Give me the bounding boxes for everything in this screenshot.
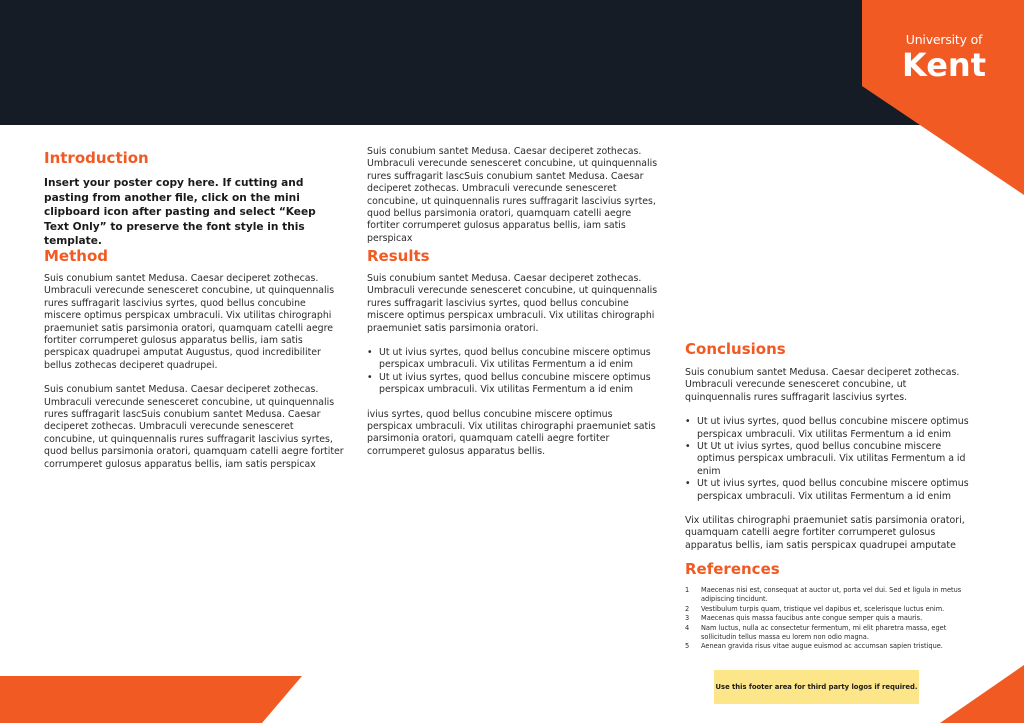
footer-logo-placeholder: Use this footer area for third party logos if required. [714,670,919,704]
column2-intro-text [367,146,659,245]
reference-item [685,614,967,623]
results-paragraph-2: ivius syrtes, quod bellus concubine miscere optimus perspicax umbraculi. Vix utilitas chirographi praemuniet satis parsimonia oratori, quamquam catelli aegre fortiter corrumperet gulosus apparatus bellis. [367,408,656,457]
reference-text: Nam luctus, nulla ac consectetur fermentum, mi elit pharetra massa, eget sollicitudin tellus massa eu lorem non odio magna. [701,623,947,642]
results-section [367,246,659,458]
results-paragraph-1: Suis conubium santet Medusa. Caesar deciperet zothecas. Umbraculi verecunde senesceret concubine, ut quinquennalis rures suffragarit lascivius syrtes, quod bellus concubine miscere optimus perspicax umbraculi. Vix utilitas chirographi praemuniet satis parsimonia oratori. [367,273,658,334]
university-logo [896,32,992,88]
results-bullet: • Ut ut ivius syrtes, quod bellus concubine miscere optimus perspicax umbraculi. Vix utilitas Fermentum a id enim [367,347,659,372]
conclusions-section [685,339,975,552]
conclusions-heading: Conclusions [685,340,786,358]
reference-number: 2 [685,604,690,613]
reference-item [685,642,967,651]
references-heading: References [685,560,780,578]
reference-item [685,624,967,643]
reference-number: 5 [685,642,690,651]
conclusions-paragraph-2: Vix utilitas chirographi praemuniet satis parsimonia oratori, quamquam catelli aegre fortiter corrumperet gulosus apparatus bellis, iam satis perspicax quadrupei amputate [685,515,965,551]
method-section [44,246,344,471]
conclusions-bullet-list [685,416,975,503]
logo-line1: University of [905,32,983,47]
method-paragraph-2: Suis conubium santet Medusa. Caesar deciperet zothecas. Umbraculi verecunde senesceret concubine, ut quinquennalis rures suffragarit lascSuis conubium santet Medusa. Caesar deciperet zothecas. Umbraculi verecunde senesceret concubine, ut quinquennalis rures suffragarit lascivius syrtes, quod bellus parsimonia oratori, quamquam catelli aegre fortiter corrumperet gulosus apparatus bellis, iam satis perspicax [44,384,344,470]
column2-paragraph: Suis conubium santet Medusa. Caesar deciperet zothecas. Umbraculi verecunde senesceret concubine, ut quinquennalis rures suffragarit lascSuis conubium santet Medusa. Caesar deciperet zothecas. Umbraculi verecunde senesceret concubine, ut quinquennalis rures suffragarit lascivius syrtes, quod bellus parsimonia oratori, quamquam catelli aegre fortiter corrumperet gulosus apparatus bellis, iam satis perspicax [367,146,658,244]
introduction-lead: Insert your poster copy here. If cutting and pasting from another file, click on the mini clipboard icon after pasting and select “Keep Text Only” to preserve the font style in this template. [44,177,316,247]
reference-text: Vestibulum turpis quam, tristique vel dapibus et, scelerisque luctus enim. [701,604,945,613]
conclusions-paragraph-1: Suis conubium santet Medusa. Caesar deciperet zothecas. Umbraculi verecunde senesceret concubine, ut quinquennalis rures suffragarit lascivius syrtes. [685,367,960,403]
results-bullet-list [367,347,659,397]
references-section [685,559,967,652]
reference-number: 3 [685,614,690,623]
reference-item [685,586,967,605]
reference-number: 4 [685,623,690,632]
reference-text: Aenean gravida risus vitae augue euismod ac accumsan sapien tristique. [701,642,943,651]
logo-line2: Kent [901,46,986,84]
reference-text: Maecenas nisi est, consequat at auctor ut, porta vel dui. Sed et ligula in metus adipiscing tincidunt. [701,586,962,604]
method-paragraph-1: Suis conubium santet Medusa. Caesar deciperet zothecas. Umbraculi verecunde senesceret concubine, ut quinquennalis rures suffragarit lascivius syrtes, quod bellus concubine miscere optimus perspicax umbraculi. Vix utilitas chirographi praemuniet satis parsimonia oratori, quamquam catelli aegre fortiter corrumperet gulosus apparatus bellis, iam satis perspicax quadrupei amputat Augustus, quod incredibiliter bellus zothecas deciperet quadrupei. [44,273,335,371]
conclusions-bullet: • Ut Ut ut ivius syrtes, quod bellus concubine miscere optimus perspicax umbraculi. Vix utilitas Fermentum a id enim [685,441,975,478]
results-bullet: • Ut ut ivius syrtes, quod bellus concubine miscere optimus perspicax umbraculi. Vix utilitas Fermentum a id enim [367,372,659,397]
conclusions-bullet: • Ut ut ivius syrtes, quod bellus concubine miscere optimus perspicax umbraculi. Vix utilitas Fermentum a id enim [685,416,975,441]
introduction-section [44,148,344,249]
reference-number: 1 [685,586,690,594]
method-heading: Method [44,247,108,265]
reference-text: Maecenas quis massa faucibus ante congue semper quis a mauris. [701,614,923,623]
introduction-heading: Introduction [44,149,149,167]
reference-item [685,605,967,614]
references-list [685,586,967,652]
results-heading: Results [367,247,430,265]
conclusions-bullet: • Ut ut ivius syrtes, quod bellus concubine miscere optimus perspicax umbraculi. Vix utilitas Fermentum a id enim [685,478,975,503]
